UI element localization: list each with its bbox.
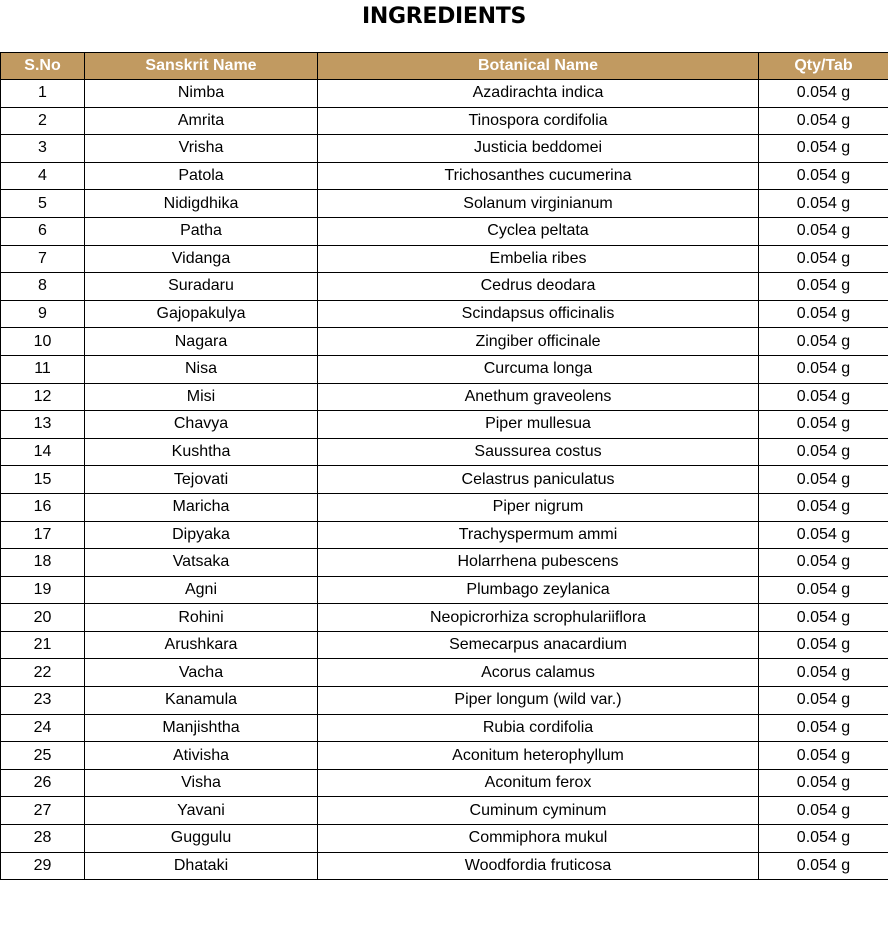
table-row: [1, 521, 888, 549]
cell-botanical-name: Celastrus paniculatus: [318, 466, 759, 494]
cell-sanskrit-name: Dhataki: [85, 852, 318, 880]
table-row: [1, 769, 888, 797]
cell-sno: 27: [1, 797, 85, 825]
cell-qty: 0.054 g: [759, 604, 888, 632]
cell-botanical-name: Azadirachta indica: [318, 80, 759, 108]
cell-sanskrit-name: Patha: [85, 217, 318, 245]
table-row: [1, 797, 888, 825]
table-row: [1, 576, 888, 604]
cell-sanskrit-name: Maricha: [85, 493, 318, 521]
table-row: [1, 549, 888, 577]
table-row: [1, 852, 888, 880]
cell-botanical-name: Trachyspermum ammi: [318, 521, 759, 549]
cell-sanskrit-name: Vidanga: [85, 245, 318, 273]
cell-sno: 28: [1, 825, 85, 853]
cell-sanskrit-name: Tejovati: [85, 466, 318, 494]
cell-qty: 0.054 g: [759, 107, 888, 135]
cell-qty: 0.054 g: [759, 466, 888, 494]
cell-qty: 0.054 g: [759, 521, 888, 549]
cell-sanskrit-name: Vatsaka: [85, 549, 318, 577]
cell-botanical-name: Solanum virginianum: [318, 190, 759, 218]
cell-sanskrit-name: Kanamula: [85, 687, 318, 715]
header-row: [1, 53, 888, 80]
cell-sno: 22: [1, 659, 85, 687]
cell-botanical-name: Trichosanthes cucumerina: [318, 162, 759, 190]
table-row: [1, 438, 888, 466]
cell-qty: 0.054 g: [759, 742, 888, 770]
cell-sno: 5: [1, 190, 85, 218]
cell-botanical-name: Woodfordia fruticosa: [318, 852, 759, 880]
cell-sno: 10: [1, 328, 85, 356]
cell-qty: 0.054 g: [759, 135, 888, 163]
cell-sanskrit-name: Chavya: [85, 411, 318, 439]
cell-qty: 0.054 g: [759, 245, 888, 273]
cell-qty: 0.054 g: [759, 576, 888, 604]
cell-botanical-name: Commiphora mukul: [318, 825, 759, 853]
table-row: [1, 714, 888, 742]
cell-sanskrit-name: Nagara: [85, 328, 318, 356]
cell-qty: 0.054 g: [759, 825, 888, 853]
cell-botanical-name: Piper longum (wild var.): [318, 687, 759, 715]
cell-qty: 0.054 g: [759, 80, 888, 108]
table-row: [1, 328, 888, 356]
cell-qty: 0.054 g: [759, 300, 888, 328]
cell-sanskrit-name: Ativisha: [85, 742, 318, 770]
table-row: [1, 107, 888, 135]
cell-sanskrit-name: Nisa: [85, 355, 318, 383]
table-row: [1, 825, 888, 853]
table-row: [1, 245, 888, 273]
cell-sanskrit-name: Yavani: [85, 797, 318, 825]
cell-qty: 0.054 g: [759, 769, 888, 797]
table-header: [1, 53, 888, 80]
cell-sanskrit-name: Gajopakulya: [85, 300, 318, 328]
cell-botanical-name: Anethum graveolens: [318, 383, 759, 411]
cell-sanskrit-name: Patola: [85, 162, 318, 190]
cell-sno: 9: [1, 300, 85, 328]
cell-sno: 16: [1, 493, 85, 521]
cell-qty: 0.054 g: [759, 852, 888, 880]
cell-botanical-name: Embelia ribes: [318, 245, 759, 273]
cell-qty: 0.054 g: [759, 328, 888, 356]
cell-sanskrit-name: Guggulu: [85, 825, 318, 853]
cell-sno: 23: [1, 687, 85, 715]
table-row: [1, 687, 888, 715]
cell-sno: 13: [1, 411, 85, 439]
cell-sanskrit-name: Dipyaka: [85, 521, 318, 549]
cell-sno: 20: [1, 604, 85, 632]
cell-qty: 0.054 g: [759, 383, 888, 411]
cell-sno: 7: [1, 245, 85, 273]
cell-sno: 6: [1, 217, 85, 245]
cell-sno: 4: [1, 162, 85, 190]
cell-sanskrit-name: Vacha: [85, 659, 318, 687]
cell-sno: 8: [1, 273, 85, 301]
table-row: [1, 742, 888, 770]
table-body: [1, 80, 888, 880]
cell-qty: 0.054 g: [759, 162, 888, 190]
cell-botanical-name: Tinospora cordifolia: [318, 107, 759, 135]
table-row: [1, 300, 888, 328]
cell-botanical-name: Cyclea peltata: [318, 217, 759, 245]
cell-sno: 25: [1, 742, 85, 770]
table-row: [1, 659, 888, 687]
cell-sanskrit-name: Arushkara: [85, 631, 318, 659]
cell-qty: 0.054 g: [759, 797, 888, 825]
cell-sno: 14: [1, 438, 85, 466]
cell-qty: 0.054 g: [759, 411, 888, 439]
cell-botanical-name: Aconitum ferox: [318, 769, 759, 797]
table-row: [1, 217, 888, 245]
cell-qty: 0.054 g: [759, 714, 888, 742]
cell-qty: 0.054 g: [759, 493, 888, 521]
cell-sanskrit-name: Vrisha: [85, 135, 318, 163]
cell-qty: 0.054 g: [759, 217, 888, 245]
cell-sno: 19: [1, 576, 85, 604]
cell-botanical-name: Holarrhena pubescens: [318, 549, 759, 577]
cell-sanskrit-name: Manjishtha: [85, 714, 318, 742]
header-botanical-name: Botanical Name: [318, 53, 759, 80]
cell-qty: 0.054 g: [759, 659, 888, 687]
cell-sno: 2: [1, 107, 85, 135]
cell-botanical-name: Neopicrorhiza scrophulariiflora: [318, 604, 759, 632]
table-row: [1, 604, 888, 632]
table-row: [1, 466, 888, 494]
cell-sanskrit-name: Misi: [85, 383, 318, 411]
table-row: [1, 135, 888, 163]
cell-sanskrit-name: Nimba: [85, 80, 318, 108]
cell-sno: 17: [1, 521, 85, 549]
cell-qty: 0.054 g: [759, 273, 888, 301]
cell-sanskrit-name: Agni: [85, 576, 318, 604]
cell-botanical-name: Cuminum cyminum: [318, 797, 759, 825]
table-row: [1, 631, 888, 659]
page-title: INGREDIENTS: [361, 4, 527, 29]
cell-botanical-name: Piper nigrum: [318, 493, 759, 521]
cell-botanical-name: Curcuma longa: [318, 355, 759, 383]
table-row: [1, 411, 888, 439]
table-row: [1, 383, 888, 411]
header-sanskrit-name: Sanskrit Name: [85, 53, 318, 80]
cell-sanskrit-name: Nidigdhika: [85, 190, 318, 218]
cell-qty: 0.054 g: [759, 355, 888, 383]
cell-botanical-name: Cedrus deodara: [318, 273, 759, 301]
cell-botanical-name: Plumbago zeylanica: [318, 576, 759, 604]
cell-sno: 24: [1, 714, 85, 742]
cell-sanskrit-name: Rohini: [85, 604, 318, 632]
cell-botanical-name: Piper mullesua: [318, 411, 759, 439]
cell-qty: 0.054 g: [759, 687, 888, 715]
cell-botanical-name: Justicia beddomei: [318, 135, 759, 163]
cell-sanskrit-name: Amrita: [85, 107, 318, 135]
cell-botanical-name: Semecarpus anacardium: [318, 631, 759, 659]
table-row: [1, 80, 888, 108]
header-sno: S.No: [1, 53, 85, 80]
cell-botanical-name: Rubia cordifolia: [318, 714, 759, 742]
cell-sno: 12: [1, 383, 85, 411]
cell-sno: 18: [1, 549, 85, 577]
cell-qty: 0.054 g: [759, 438, 888, 466]
cell-botanical-name: Saussurea costus: [318, 438, 759, 466]
cell-sno: 15: [1, 466, 85, 494]
cell-botanical-name: Scindapsus officinalis: [318, 300, 759, 328]
cell-botanical-name: Zingiber officinale: [318, 328, 759, 356]
cell-sanskrit-name: Visha: [85, 769, 318, 797]
header-qty-tab: Qty/Tab: [759, 53, 888, 80]
table-row: [1, 355, 888, 383]
table-row: [1, 493, 888, 521]
cell-qty: 0.054 g: [759, 631, 888, 659]
cell-sno: 29: [1, 852, 85, 880]
cell-qty: 0.054 g: [759, 549, 888, 577]
cell-sno: 1: [1, 80, 85, 108]
cell-sno: 3: [1, 135, 85, 163]
cell-sanskrit-name: Kushtha: [85, 438, 318, 466]
cell-sanskrit-name: Suradaru: [85, 273, 318, 301]
cell-qty: 0.054 g: [759, 190, 888, 218]
cell-botanical-name: Acorus calamus: [318, 659, 759, 687]
table-row: [1, 273, 888, 301]
cell-sno: 21: [1, 631, 85, 659]
ingredients-table: [0, 52, 888, 880]
table-row: [1, 190, 888, 218]
cell-sno: 26: [1, 769, 85, 797]
cell-botanical-name: Aconitum heterophyllum: [318, 742, 759, 770]
cell-sno: 11: [1, 355, 85, 383]
table-row: [1, 162, 888, 190]
